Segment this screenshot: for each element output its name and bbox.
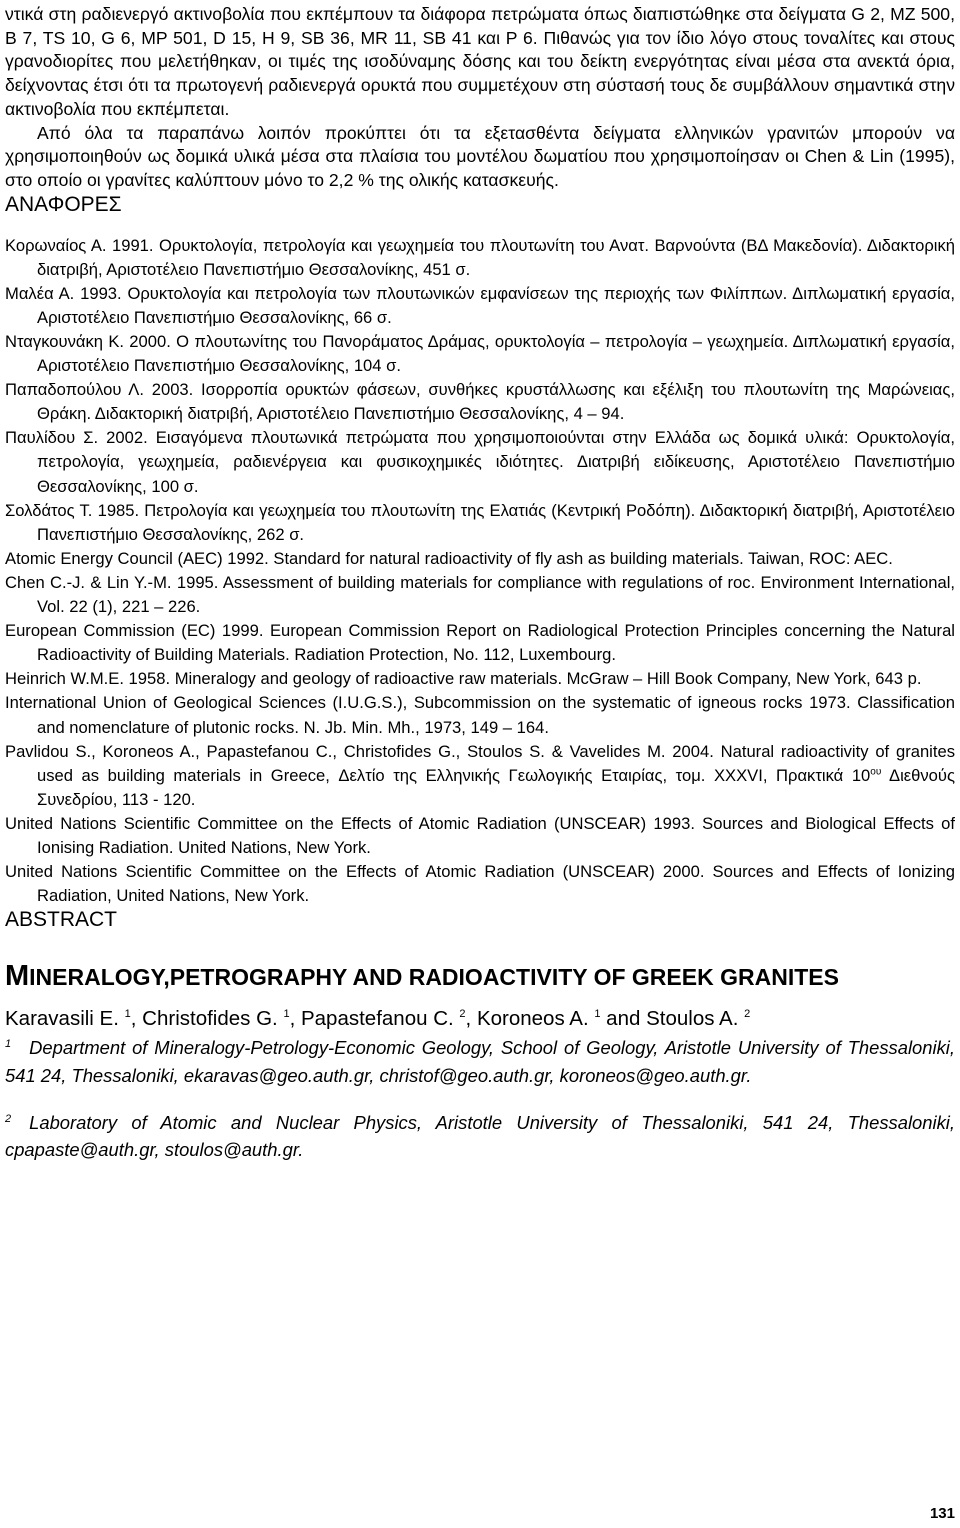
reference-item: Μαλέα Α. 1993. Ορυκτολογία και πετρολογία των πλουτωνικών εμφανίσεων της περιοχής των Φιλίππων. Διπλωματική εργασία, Αριστοτέλειο Πανεπιστήμιο Θεσσαλονίκης, 66 σ. (5, 283, 955, 327)
author-list: Karavasili E. $^1$, Christofides G. $^1$, Papastefanou C. $^2$, Koroneos A. $^1$ and Stoulos A. $^2$ (5, 1007, 751, 1031)
affiliation (5, 1109, 955, 1164)
author-affiliation-mark: 1 (594, 1008, 601, 1021)
affiliation-text: Laboratory of Atomic and Nuclear Physics, Aristotle University of Thessaloniki, 541 24, Thessaloniki, cpapaste@auth.gr, stoulos@auth.gr. (5, 1112, 955, 1161)
title-initial: M (5, 960, 30, 993)
reference-item: Νταγκουνάκη Κ. 2000. Ο πλουτωνίτης του Πανοράματος Δράμας, ορυκτολογία – πετρολογία – γεωχημεία. Διπλωματική εργασία, Αριστοτέλειο Πανεπιστήμιο Θεσσαλονίκης, 104 σ. (5, 332, 955, 376)
reference-item: Παυλίδου Σ. 2002. Εισαγόμενα πλουτωνικά πετρώματα που χρησιμοποιούνται στην Ελλάδα ως δομικά υλικά: Ορυκτολογία, πετρολογία, γεωχημεία, ραδιενέργεια και φυσικοχημικές ιδιότητες. Διατριβή ειδίκευσης, Αριστοτέλειο Πανεπιστήμιο Θεσσαλονίκης, 100 σ. (5, 428, 955, 496)
reference-item: United Nations Scientific Committee on the Effects of Atomic Radiation (UNSCEAR) 2000. Sources and Effects of Ionizing Radiation, United Nations, New York. (5, 862, 955, 906)
page-number: 131 (929, 1505, 955, 1522)
reference-item: United Nations Scientific Committee on the Effects of Atomic Radiation (UNSCEAR) 1993. Sources and Biological Effects of Ionising Radiation. United Nations, New York. (5, 813, 955, 857)
author-affiliation-mark: 2 (459, 1008, 466, 1021)
body-paragraph: Από όλα τα παραπάνω λοιπόν προκύπτει ότι τα εξετασθέντα δείγματα ελληνικών γρανιτών μπορούν να χρησιμοποιηθούν ως δομικά υλικά μέσα στα πλαίσια του μοντέλου δωματίου που χρησιμοποίησαν οι Chen & Lin (1995), στο οποίο οι γρανίτες καλύπτουν μόνο το 2,2 % της ολικής κατασκευής. (5, 122, 955, 190)
affiliation-number: 2 (5, 1112, 12, 1125)
paper-title (5, 962, 955, 992)
references-heading: ΑΝΑΦΟΡΕΣ (5, 192, 122, 216)
reference-list (5, 234, 955, 909)
author-affiliation-mark: 1 (283, 1008, 290, 1021)
author-name: Stoulos A. (646, 1007, 739, 1031)
author-name: Christofides G. (142, 1007, 278, 1031)
reference-item: European Commission (EC) 1999. European Commission Report on Radiological Protection Principles concerning the Natural Radioactivity of Building Materials. Radiation Protection, No. 112, Luxembourg. (5, 621, 955, 665)
author-name: Koroneos A. (476, 1007, 589, 1031)
reference-item: Κορωναίος Α. 1991. Ορυκτολογία, πετρολογία και γεωχημεία του πλουτωνίτη του Ανατ. Βαρνούντα (ΒΔ Μακεδονία). Διδακτορική διατριβή, Αριστοτέλειο Πανεπιστήμιο Θεσσαλονίκης, 451 σ. (5, 235, 955, 279)
author-affiliation-mark: 2 (744, 1008, 751, 1021)
reference-item: Chen C.-J. & Lin Y.-M. 1995. Assessment of building materials for compliance with regulations of roc. Environment International, Vol. 22 (1), 221 – 226. (5, 572, 955, 617)
abstract-heading: ABSTRACT (5, 908, 118, 932)
reference-item: Παπαδοπούλου Λ. 2003. Ισορροπία ορυκτών φάσεων, συνθήκες κρυστάλλωσης και εξέλιξη του πλουτωνίτη της Μαρώνειας, Θράκη. Διδακτορική διατριβή, Αριστοτέλειο Πανεπιστήμιο Θεσσαλονίκης, 4 – 94. (5, 380, 955, 424)
affiliation-text: Department of Mineralogy-Petrology-Economic Geology, School of Geology, Aristotle University of Thessaloniki, 541 24, Thessaloniki, ekaravas@geo.auth.gr, christof@geo.auth.gr, koroneos@geo.auth.gr. (5, 1037, 955, 1086)
author-name: Karavasili E. (5, 1007, 119, 1031)
affiliation (5, 1034, 955, 1089)
body-paragraph: ντικά στη ραδιενεργό ακτινοβολία που εκπέμπουν τα διάφορα πετρώματα όπως διαπιστώθηκε στα δείγματα G 2, MZ 500, B 7, TS 10, G 6, MP 501, D 15, H 9, SB 36, MR 11, SB 41 και P 6. Πιθανώς για τον ίδιο λόγο στους τοναλίτες και στους γρανοδιορίτες που μελετήθηκαν, οι τιμές της ισοδύναμης δόσης και του δείκτη ενεργότητας είναι μέσα στα ανεκτά όρια, δείχνοντας έτσι ότι τα πρωτογενή ραδιενεργά ορυκτά που συμμετέχουν στη σύστασή τους δε συμβάλλουν σημαντικά στην ακτινοβολία που εκπέμπεται. (5, 4, 955, 119)
author-name: Papastefanou C. (300, 1007, 454, 1031)
reference-item: Heinrich W.M.E. 1958. Mineralogy and geology of radioactive raw materials. McGraw – Hill Book Company, New York, 643 p. (5, 669, 922, 689)
affiliation-number: 1 (5, 1038, 12, 1051)
reference-item: Atomic Energy Council (AEC) 1992. Standard for natural radioactivity of fly ash as building materials. Taiwan, ROC: AEC. (5, 548, 893, 568)
reference-item: Σολδάτος Τ. 1985. Πετρολογία και γεωχημεία του πλουτωνίτη της Ελατιάς (Κεντρική Ροδόπη). Διδακτορική διατριβή, Αριστοτέλειο Πανεπιστήμιο Θεσσαλονίκης, 262 σ. (5, 500, 955, 544)
reference-item: International Union of Geological Sciences (I.U.G.S.), Subcommission on the systematic of igneous rocks 1973. Classification and nomenclature of plutonic rocks. N. Jb. Min. Mh., 1973, 149 – 164. (5, 693, 955, 737)
author-affiliation-mark: 1 (124, 1008, 131, 1021)
title-text: INERALOGY,PETROGRAPHY AND RADIOACTIVITY OF GREEK GRANITES (29, 964, 839, 991)
reference-item: Pavlidou S., Koroneos A., Papastefanou C., Christofides G., Stoulos S. & Vavelides M. 2004. Natural radioactivity of granites used as building materials in Greece, Δελτίο της Ελληνικής Γεωλογικής Εταιρίας, τομ. ΧΧΧVI, Πρακτικά $10^{o\upsilon}$ Διεθνούς Συνεδρίου, 113 - 120. (5, 741, 955, 809)
page-content (5, 0, 955, 1164)
